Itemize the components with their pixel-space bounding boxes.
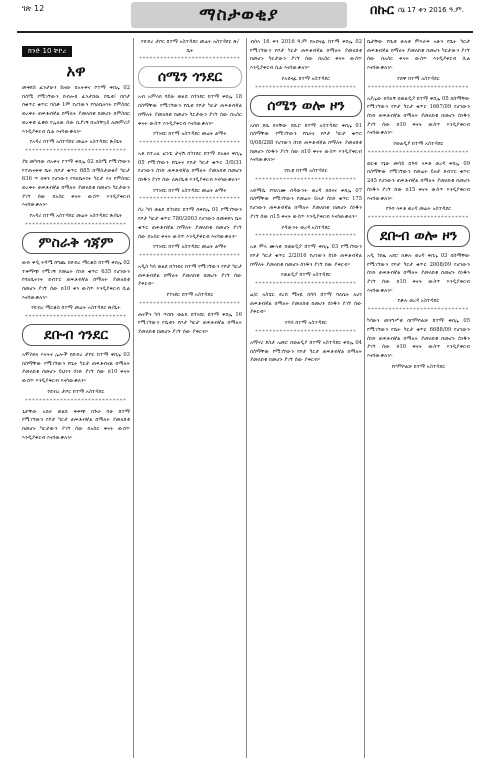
notice-text: ጠናችን ካሳ ጥበቡ ወልዴ በጎንደር ከተማ ቀበሌ 16 የሚገኘውን የቤቱን የቦታ ካርታ ጠፍቶብኛል በማለት ያመለከቱ በመሆኑ ያገኘ ሰው ያቅርብ። (138, 311, 242, 336)
section-tag: ክንድ 10 ቸኮረ (22, 46, 72, 57)
notice-separator: ***************************** (139, 300, 241, 307)
zone-heading: ሰሜን ጎንደር (138, 66, 242, 88)
notice-signature: የዳውንት ወረዳ አስተዳደር (281, 224, 331, 231)
zone-heading: ሰሜን ወሎ ዞን (250, 95, 362, 117)
notice-text: አቶ በተረፈ ፎንቴ ታናሽ በጎንደር ከተማ በአዘዞ ቀበሌ 05 የሚገኘውን የቤትና የቦታ ካርታ ቁጥር 3/0/31 የሆነውን ሰነድ ጠፍቶብኛል በማለት ያመለከቱ በመሆኑ ሰነዱን ያገኘ ሰው ለጽ/ቤቱ እንዲያቀርብ እናሳውቃለን። (138, 150, 242, 184)
notice-signature: የኮምቦልቻ ከተማ አስተዳደር (391, 363, 446, 370)
notice-separator: ***************************** (255, 84, 357, 91)
notice-signature: የደብረ ማርቆስ ከተማ መሬት አስተዳደር ጽ/ቤት (31, 305, 121, 312)
notice-separator: ***************************** (367, 84, 470, 91)
notice-text: ብሰላ 16 ቀን 2016 ዓ.ም በአሸናፊ ከተማ ቀበሌ 02 የሚገኘውን የቦታ ካርታ ጠፍቶብኛል በማለት ያመለከቱ በመሆኑ ካርታውን ያገኘ ሰው በአስር ቀናት ውስጥ እንዲያቀርብ ሲል እናሳውቃለን። (250, 39, 362, 72)
notice-text: አማሃሪ ደስታ አመሮ በወልዲያ ከተማ አስተዳደር ቀበሌ 04 በስማቸው የሚገኘውን የቦታ ካርታ ጠፍቶብኛል በማለት ያመለከቱ በመሆኑ ያገኘ ሰው ያቅርብ። (250, 339, 362, 364)
notice-text: ጌታቸው አበራ ወልዴ ቀቀጭ በጉራ ባሁ ከተማ የሚገኘውን የቦታ ካርታ ጠፍቶብኛል በማለት ያመለከቱ በመሆኑ ካርታውን ያገኘ ሰው በአስር ቀናት ውስጥ እንዲያቀርብ እናሳውቃለን። (22, 408, 130, 441)
notice-separator: ***************************** (367, 149, 470, 156)
header-rule (17, 31, 473, 33)
column-4 (367, 38, 470, 758)
notice-signature: የአሸናፊ ከተማ አስተዳደር (281, 75, 331, 82)
notice-separator: ***************************** (255, 281, 357, 288)
notice-text: ሬ/ር አስቴር ደረሰ ሚናዬ በሳሳ ከተማ ባለቤት ለሆነ ጠፍቶብኛል በማለት ያመለከቱ በመሆኑ ሰነዱን ያገኘ ሰው ያቅርብ። (250, 292, 362, 316)
notice-signature: የጎንደር ከተማ አስተዳደር መሬት ልማት (153, 131, 227, 138)
notice-separator: ***************************** (25, 147, 127, 154)
column-divider (246, 38, 247, 758)
notice-separator: ***************************** (367, 214, 470, 221)
notice-separator: ***************************** (255, 176, 357, 183)
notice-text: ሶረ ካሳ ወልደ ከጎንደር ከተማ በቀበሌ 01 የሚገኘውን የቦታ ካርታ ቁጥር 780/2003 የሆነውን በመቅደላ ቤት ቁጥር ጠፍቶብኛል በማለት ያመለከቱ በመሆኑ ያገኘ ሰው በአስር ቀናት ውስጥ እንዲያቀርብ እናሳውቃለን። (138, 207, 242, 240)
notice-separator: ***************************** (25, 221, 127, 228)
notice-separator: ***************************** (25, 314, 127, 321)
notice-text: አሞስክና እናትና ሌሎች በደብረ ታቦር ከተማ ቀበሌ 03 በስማቸው የሚገኘውን የቤት ካርታ ጠፍቶብናል በማለት ያመለከቱ በመሆኑ ይህንን ሰነድ ያገኘ ሰው በ10 ቀናት ውስጥ እንዲያቀርብ እናሳውቃለን። (22, 352, 130, 385)
issue-date: ሰኔ 17 ቀን 2016 ዓ.ም. (398, 6, 464, 14)
column-3 (250, 38, 362, 758)
notice-text: አድማሴ የባለገሙ በዳውንት ወረዳ በበናና ቀበሌ 07 በስማቸው የሚገኘውን የመሬት ይዞታ ሰነድ ቁጥር 175 የሆነውን ጠፍቶብኛል በማለት ያመለከቱ በመሆኑ ሰነዱን ያገኘ ሰው በ15 ቀናት ውስጥ እንዲያቀርብ እናሳውቃለን። (250, 187, 362, 220)
notice-signature: የቃሉ ወረዳ አስተዳደር (397, 298, 440, 305)
notice-separator: ***************************** (255, 233, 357, 240)
section-masthead: ማስታወቂያ (131, 2, 347, 28)
column-divider (133, 38, 134, 758)
column-divider (364, 38, 365, 758)
notice-signature: የጎንደር ከተማ አስተዳደር (166, 292, 214, 299)
paper-name: በኩር (370, 3, 394, 18)
column-1 (22, 38, 130, 758)
notice-signature: የወልዲያ ከተማ አስተዳደር (280, 272, 332, 279)
notice-separator: ***************************** (25, 397, 127, 404)
notice-text: ካሳሁን መንግሥቱ በኮምቦልቻ ከተማ ቀበሌ 05 የሚገኘውን የቤት ካርታ ቁጥር 6688/09 የሆነውን ሰነድ ጠፍቶብኛል በማለት ያመለከቱ በመሆኑ ሰነዱን ያገኘ ሰው በ10 ቀናት ውስጥ እንዲያቀርብ እናሳውቃለን። (367, 318, 470, 359)
zone-heading: ምስራቅ ጎጃም (22, 232, 130, 254)
notice-separator: ***************************** (139, 56, 241, 63)
notice-text: ወርቂ የኔሁ መሳይ በጉባ ላፍቶ ወረዳ ቀበሌ 09 በስማቸው የሚገኘውን የመሬት ይዞታ ደብተር ቁጥር 245 የሆነውን ጠፍቶብኛል በማለት ያመለከቱ በመሆኑ ሰነዱን ያገኘ ሰው በ15 ቀናት ውስጥ እንዲያቀርብ እናሳውቃለን። (367, 160, 470, 202)
zone-heading: ደቡብ ወሎ ዞን (367, 225, 470, 247)
notice-text: ያዩ መካሻው በአቅኖ ኮተማ ቀበሌ 02 በስሜ የሚገኘውን የተጠናቀቀ ቤት በቦታ ቁጥር 685 በማስታወቂያ ካርታ 636 ጥ በቀን የሆነውን የባለቤትነት ካርታ እና የምስክር ወረቀት ጠፍቶብኛል በማለት ያመለከቱ በመሆኑ ካርታውን ያገኘ ሰው በአስር ቀናት ውስጥ እንዲያቀርብ እናሳውቃለን። (22, 158, 130, 209)
notice-signature: የጎንደር ከተማ አስተዳደር መሬት ልማት (153, 244, 227, 251)
page-header (0, 0, 487, 34)
notice-separator: ***************************** (139, 139, 241, 146)
notice-separator: ***************************** (255, 328, 357, 335)
notice-signature: የደብረ ታቦር ከተማ አስተዳደር መሬት አስተዳደር ጽ/ቤት (141, 39, 239, 54)
notice-text: ቤታቸው የቤቱ ሁለቱ ምእራፍ አሁን የቤት ካርታ ጠፍቶብኛል በማለት ያመለከቱ በመሆኑ ካርታውን ያገኘ ሰው በአስር ቀናት ውስጥ እንዲያቀርብ ሲል እናሳውቃለን። (367, 39, 470, 72)
notice-signature: የቢቲ ከተማ አስተዳደር (284, 168, 328, 175)
notice-text: አብ አምላክ ባይሁ ወልዴ በጎንደር ከተማ ቀበሌ 18 በስማቸው የሚገኘውን የቤቱ የቦታ ካርታ ጠፍቶብኛል በማለት ያመለከቱ በመሆኑ ካርታውን ያገኘ ሰው በአስር ቀናት ውስጥ እንዲያቀርብ እናሳውቃለን። (138, 94, 242, 127)
notice-heading: አዋ (66, 62, 86, 80)
page-number: ገጽ 12 (22, 4, 45, 13)
notice-separator: ***************************** (367, 307, 470, 314)
notice-text: አቶ ሞላ ሙላቱ በወልዲያ ከተማ ቀበሌ 03 የሚገኘውን የቦታ ካርታ ቁጥር 2/2016 የሆነውን ሰነድ ጠፍቶብኛል በማለት ያመለከቱ በመሆኑ ሰነዱን ያገኘ ሰው ያቅርብ። (250, 244, 362, 268)
zone-heading: ደቡብ ጎንደር (22, 324, 130, 346)
notice-text: አዲ ጎበዜ አደሮ በቃሉ ወረዳ ቀበሌ 03 በስማቸው የሚገኘውን የቦታ ካርታ ቁጥር 2008/09 የሆነውን ሰነድ ጠፍቶብኛል በማለት ያመለከቱ በመሆኑ ሰነዱን ያገኘ ሰው በ10 ቀናት ውስጥ እንዲያቀርብ እናሳውቃለን። (367, 252, 470, 294)
notice-signature: የአዳሪ ከተማ አስተዳደር መሬት አስተዳደር ጽ/ቤት (29, 213, 123, 220)
notice-signature: የሳሳ ከተማ አስተዳደር (285, 320, 327, 327)
notice-text: አያሌው ደሳለኝ በወልዲያ ከተማ ቀበሌ 05 በስማቸው የሚገኘውን የቦታ ካርታ ቁጥር 1667/09 የሆነውን ሰነድ ጠፍቶብኛል በማለት ያመለከቱ በመሆኑ ሰነዱን ያገኘ ሰው በ10 ቀናት ውስጥ እንዲያቀርብ እናሳውቃለን። (367, 95, 470, 137)
notice-signature: የአዳሪ ከተማ አስተዳደር መሬት አስተዳደር ጽ/ቤት (29, 139, 123, 146)
notice-separator: ***************************** (139, 196, 241, 203)
notice-signature: የጉባ ላፍቶ ወረዳ መሬት አስተዳደር (385, 206, 452, 213)
notice-signature: የሸዋ ከተማ አስተዳደር (397, 75, 440, 82)
notice-signature: የጎንደር ከተማ አስተዳደር መሬት ልማት (153, 187, 227, 194)
notice-text: አዲስ ካሳ ወልደ በጎንደር ከተማ የሚገኘውን የቦታ ካርታ ጠፍቶብኛል በማለት ያመለከቱ በመሆኑ ያገኘ ሰው ያቅርብ። (138, 263, 242, 288)
notice-signature: የደብረ ታቦር ከተማ አስተዳደር (47, 388, 105, 395)
notice-text: መቅደስ ፈንታሁን ይዘው በአትቅኖ ኮተማ ቀበሌ 02 በስሜ የሚገኘውን በብሎክ ፈንታሸዉ የቤቱ፣ በቦታ በቁጥር ቁጥር ባስቃ 1ም የሆነውን የባለቤትነት የምስክር ወረቀት ጠፍቶብኛል በማለት ያመለከቱ በመሆኑ በምስክር ወረቀቱ ፈቃድ የሌለው ሰው ቢያገኝ በአስቸኳይ ለመምሪያ እንዲያቀርብ ሲል እናሳውቃለን። (22, 85, 130, 135)
notice-separator: ***************************** (139, 252, 241, 259)
notice-signature: የወልዲያ ከተማ አስተዳደር (393, 141, 444, 148)
notice-text: አበበ ደሴ በላቸው በቢሮ ከተማ አስተዳደር ቀበሌ 01 በስማቸው የሚገኘውን የቤትና የቦታ ካርታ ቁጥር 0/08/288 የሆነውን ሰነድ ጠፍቶብኛል በማለት ያመለከቱ በመሆኑ ሰነዱን ያገኘ ሰው በ10 ቀናት ውስጥ እንዲያቀርብ እናሳውቃለን። (250, 122, 362, 164)
notice-text: ውድ ቀዲ ሩዳሜ ከግጪ በደብረ ማርቆስ ከተማ ቀበሌ 02 ተቀማጭ የሚገኝ የመሬት ሰነድ ቁጥር 635 የሆነውን የባለቤትነት ደብተር ጠፍቶብኛል በማለት ያመለከቱ በመሆኑ ያገኘ ሰው በ10 ቀን ውስጥ እንዲያቀርብ ሲል እናሳውቃለን። (22, 259, 130, 301)
column-2 (138, 38, 242, 758)
